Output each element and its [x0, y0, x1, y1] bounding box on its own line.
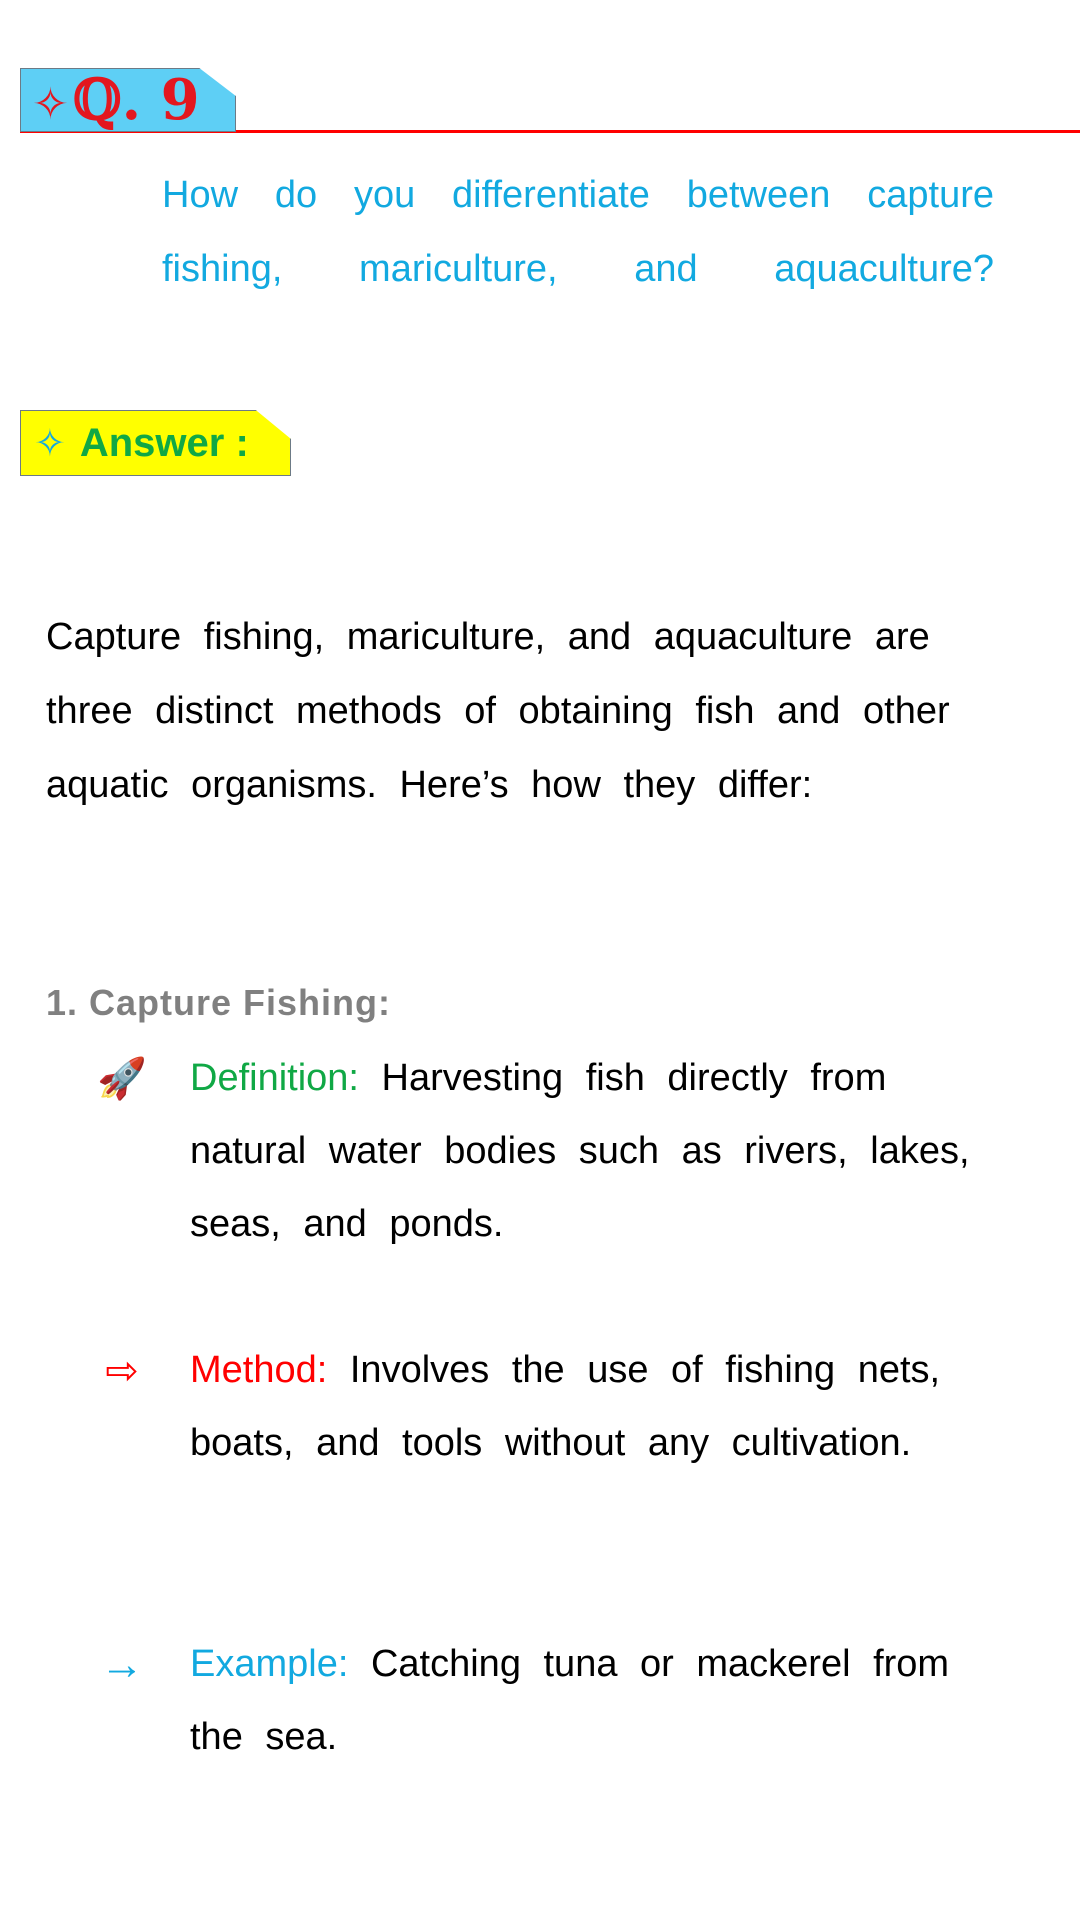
method-label: Method: — [190, 1349, 328, 1391]
sparkle-icon: ✧ — [32, 79, 69, 130]
example-text: Catching tuna or mackerel from the sea. — [190, 1643, 950, 1758]
section-heading: 1. Capture Fishing: — [46, 982, 392, 1023]
question-number: ℚ. 9 — [72, 67, 200, 133]
rocket-icon: 🚀 — [97, 1057, 147, 1101]
hollow-arrow-icon: ⇨ — [105, 1349, 139, 1393]
question-text: How do you differentiate between capture fishing, mariculture, and aquaculture? — [162, 174, 994, 290]
answer-tag — [34, 410, 249, 476]
method-item — [190, 1334, 970, 1480]
definition-label: Definition: — [190, 1057, 359, 1099]
sparkle-icon: ✧ — [34, 423, 66, 465]
definition-text: Harvesting fish directly from natural water bodies such as rivers, lakes, seas, and ponds. — [190, 1057, 970, 1245]
question-tag — [32, 68, 200, 132]
definition-item — [190, 1042, 970, 1261]
answer-label: Answer : — [79, 421, 249, 465]
example-item — [190, 1628, 970, 1774]
answer-intro: Capture fishing, mariculture, and aquaculture are three distinct methods of obtaining fish and other aquatic organisms. Here’s how they differ: — [46, 616, 950, 806]
arrow-right-icon: → — [100, 1640, 144, 1689]
method-text: Involves the use of fishing nets, boats, and tools without any cultivation. — [190, 1349, 941, 1464]
example-label: Example: — [190, 1643, 349, 1685]
